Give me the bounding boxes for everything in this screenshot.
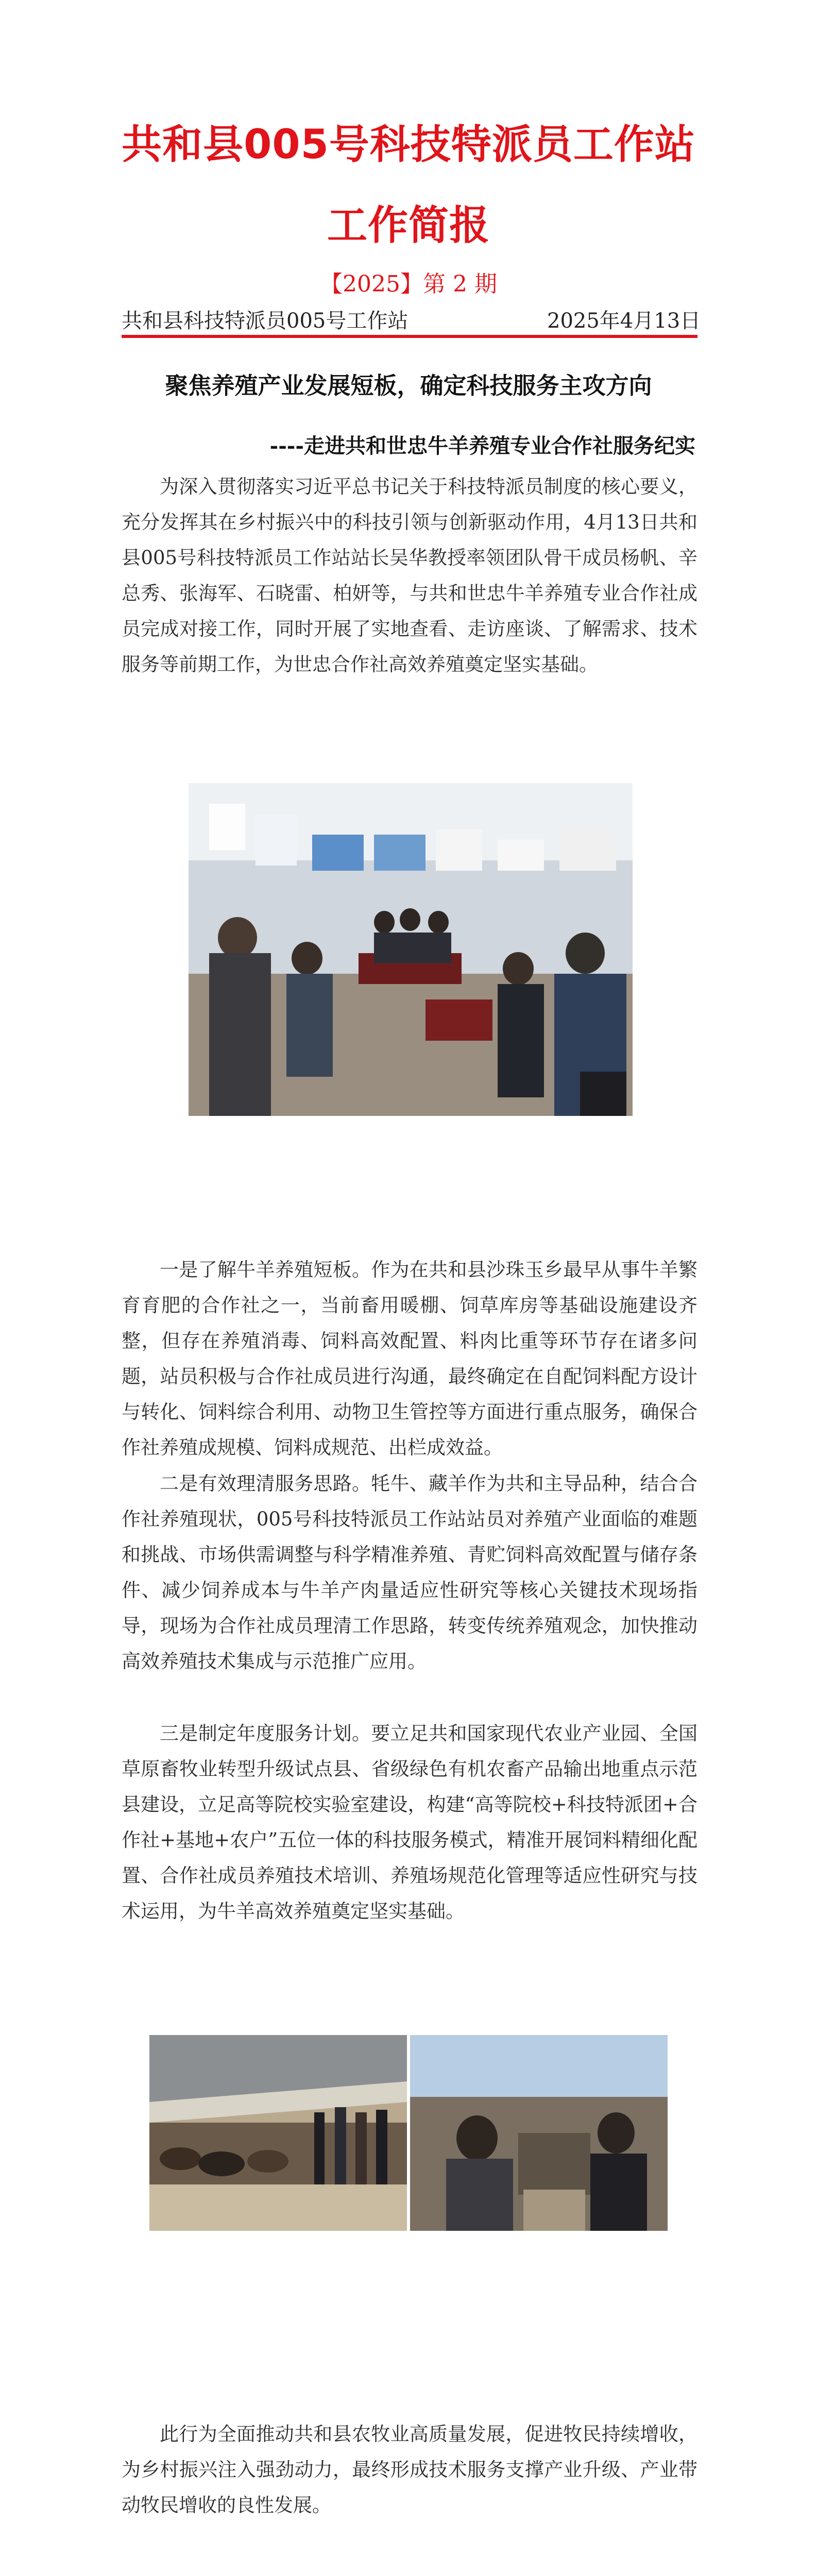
- paragraph-point-1: 一是了解牛羊养殖短板。作为在共和县沙珠玉乡最早从事牛羊繁育育肥的合作社之一，当前畜用暖棚、饲草库房等基础设施建设齐整，但存在养殖消毒、饲料高效配置、料肉比重等环节存在诸多问题，站员积极与合作社成员进行沟通，最终确定在自配饲料配方设计与转化、饲料综合利用、动物卫生管控等方面进行重点服务，确保合作社养殖成规模、饲料成规范、出栏成效益。: [122, 1259, 697, 1459]
- paragraph-point-2: 二是有效理清服务思路。牦牛、藏羊作为共和主导品种，结合合作社养殖现状，005号科技特派员工作站站员对养殖产业面临的难题和挑战、市场供需调整与科学精准养殖、青贮饲料高效配置与储存条件、减少饲养成本与牛羊产肉量适应性研究等核心关键技术现场指导，现场为合作社成员理清工作思路，转变传统养殖观念，加快推动高效养殖技术集成与示范推广应用。: [122, 1472, 697, 1672]
- meeting-photo: [189, 783, 633, 1116]
- station-title: 共和县005号科技特派员工作站: [122, 122, 695, 168]
- paragraph-intro: 为深入贯彻落实习近平总书记关于科技特派员制度的核心要义，充分发挥其在乡村振兴中的科技引领与创新驱动作用，4月13日共和县005号科技特派员工作站站长吴华教授率领团队骨干成员杨帆、辛总秀、张海军、石晓雷、柏妍等，与共和世忠牛羊养殖专业合作社成员完成对接工作，同时开展了实地查看、走访座谈、了解需求、技术服务等前期工作，为世忠合作社高效养殖奠定坚实基础。: [122, 476, 697, 675]
- header-divider: [122, 335, 697, 338]
- briefing-title: 工作简报: [327, 202, 490, 249]
- article-headline: 聚焦养殖产业发展短板，确定科技服务主攻方向: [165, 372, 652, 399]
- inspection-photo: [410, 2035, 668, 2231]
- paragraph-conclusion: 此行为全面推动共和县农牧业高质量发展，促进牧民持续增收，为乡村振兴注入强劲动力，最终形成技术服务支撑产业升级、产业带动牧民增收的良性发展。: [122, 2423, 697, 2516]
- paragraph-point-3: 三是制定年度服务计划。要立足共和国家现代农业产业园、全国草原畜牧业转型升级试点县、省级绿色有机农畜产品输出地重点示范县建设，立足高等院校实验室建设，构建“高等院校+科技特派团+合作社+基地+农户”五位一体的科技服务模式，精准开展饲料精细化配置、合作社成员养殖技术培训、养殖场规范化管理等适应性研究与技术运用，为牛羊高效养殖奠定坚实基础。: [122, 1722, 697, 1922]
- issue-number: 【2025】第 2 期: [320, 271, 497, 297]
- issuing-org: 共和县科技特派员005号工作站: [122, 309, 408, 333]
- issue-date: 2025年4月13日: [547, 309, 701, 333]
- article-subheadline: ----走进共和世忠牛羊养殖专业合作社服务纪实: [269, 434, 695, 458]
- barn-photo: [149, 2035, 407, 2231]
